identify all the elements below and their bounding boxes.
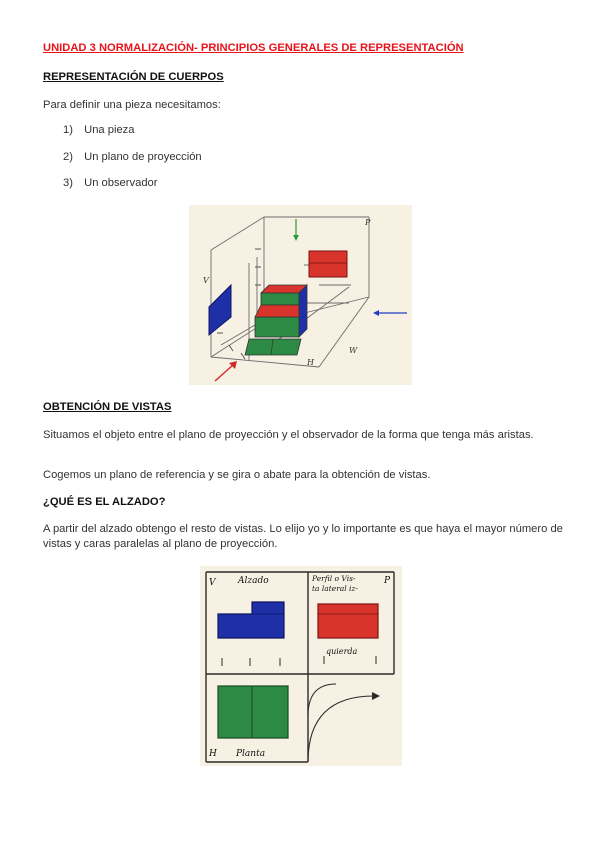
label-perfil-line2: ta lateral iz- [312, 584, 358, 593]
list-text: Una pieza [84, 124, 135, 136]
plane-label-w: W [349, 346, 358, 355]
label-alzado: Alzado [238, 576, 269, 586]
list-item [63, 124, 135, 136]
perfil-red-view [318, 604, 378, 638]
label-perfil-line1: Perfil o Vis- [312, 574, 356, 583]
section-heading-obtencion: OBTENCIÓN DE VISTAS [43, 401, 172, 413]
orthographic-drawing [200, 566, 402, 766]
isometric-drawing [189, 205, 412, 385]
list-item [63, 177, 158, 189]
list-item [63, 151, 202, 163]
list-number: 1) [63, 124, 73, 136]
list-number: 3) [63, 177, 73, 189]
piece-side-blue [299, 285, 307, 337]
blue-profile-view [209, 285, 231, 335]
list-text: Un observador [84, 177, 158, 189]
arrow-left-red [215, 365, 233, 381]
label-h: H [209, 749, 217, 759]
obtencion-paragraph-1: Situamos el objeto entre el plano de proyección y el observador de la forma que tenga más aristas. [43, 429, 534, 441]
section-heading-alzado: ¿QUÉ ES EL ALZADO? [43, 496, 166, 508]
red-front-view [309, 251, 347, 277]
label-p: P [384, 576, 391, 586]
section-heading-representacion: REPRESENTACIÓN DE CUERPOS [43, 71, 224, 83]
orthographic-views-figure [200, 566, 402, 766]
list-text: Un plano de proyección [84, 151, 202, 163]
isometric-projection-figure [189, 205, 412, 385]
abatement-arc-inner [308, 684, 336, 716]
label-quierda: quierda [326, 647, 358, 656]
piece-front-green-top [261, 293, 299, 305]
alzado-blue-view [218, 602, 284, 638]
piece-front-green-bottom [255, 317, 299, 337]
plane-label-v: V [203, 276, 209, 285]
label-planta: Planta [236, 749, 266, 759]
obtencion-paragraph-2: Cogemos un plano de referencia y se gira o abate para la obtención de vistas. [43, 469, 431, 481]
label-v: V [209, 578, 216, 588]
intro-paragraph: Para definir una pieza necesitamos: [43, 99, 221, 111]
piece-middle-red [255, 305, 299, 317]
reference-ticks [222, 656, 376, 666]
alzado-paragraph: A partir del alzado obtengo el resto de vistas. Lo elijo yo y lo importante es que haya el mayor número de vistas y caras paralelas al plano de proyección. [43, 523, 563, 550]
planta-green-view [218, 686, 288, 738]
plane-label-h: H [307, 358, 314, 367]
plane-label-p: P [365, 218, 371, 227]
list-number: 2) [63, 151, 73, 163]
document-title: UNIDAD 3 NORMALIZACIÓN- PRINCIPIOS GENERALES DE REPRESENTACIÓN [43, 42, 464, 54]
abatement-arc-outer [308, 696, 374, 762]
